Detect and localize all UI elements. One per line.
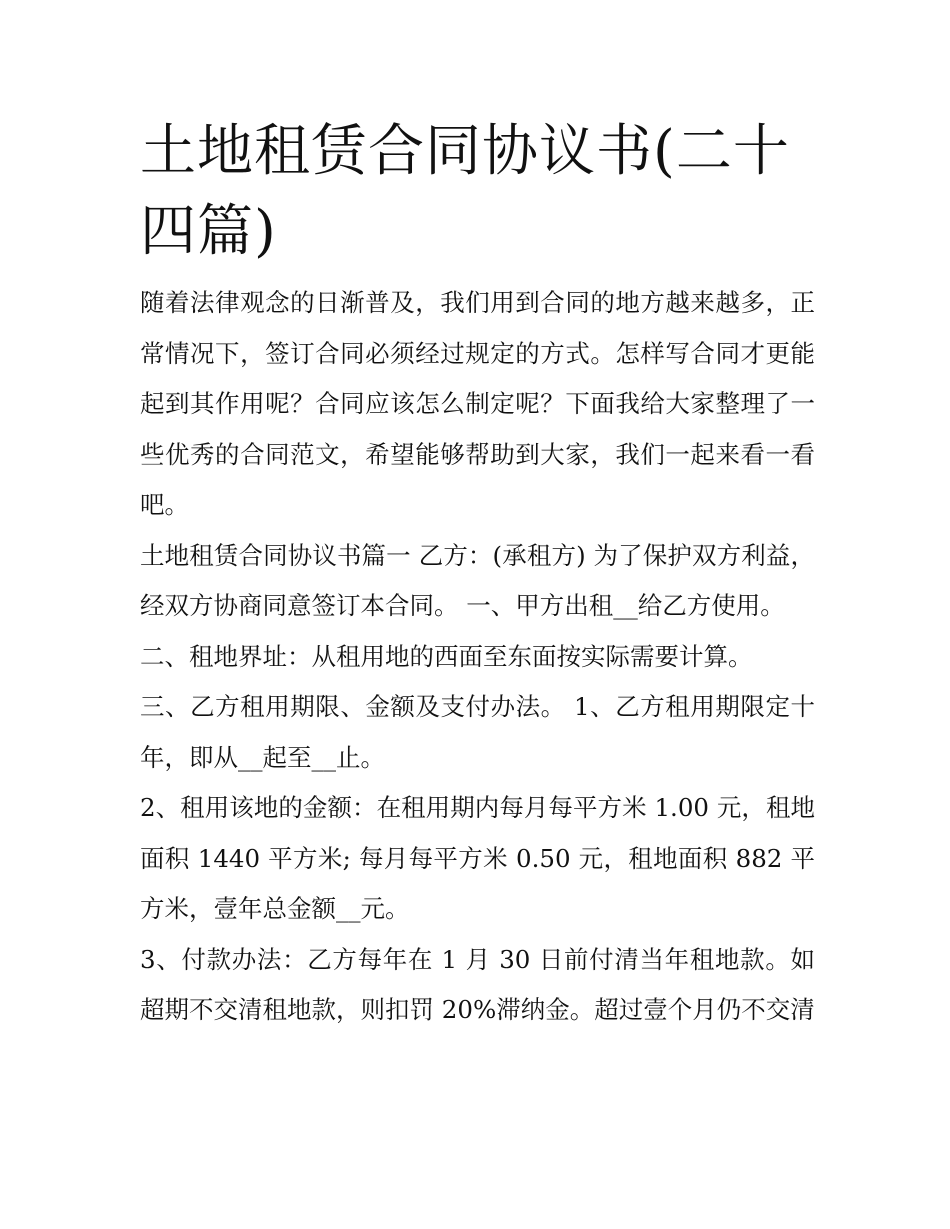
paragraph-contract-opening: 土地租赁合同协议书篇一 乙方：(承租方) 为了保护双方利益，经双方协商同意签订本合同。 一、甲方出租__给乙方使用。 — [140, 540, 815, 620]
document-body — [140, 278, 815, 1036]
paragraph-lease-term: 三、乙方租用期限、金额及支付办法。 1、乙方租用期限定十年，即从__起至__止。 — [140, 692, 815, 772]
document-title: 土地租赁合同协议书(二十四篇) — [140, 119, 790, 264]
paragraph-land-boundary: 二、租地界址：从租用地的西面至东面按实际需要计算。 — [140, 641, 753, 671]
paragraph-lease-amount: 2、租用该地的金额：在租用期内每月每平方米 1.00 元，租地面积 1440 平方米; 每月每平方米 0.50 元，租地面积 882 平方米，壹年总金额__元。 — [140, 793, 815, 923]
paragraph-intro: 随着法律观念的日渐普及，我们用到合同的地方越来越多，正常情况下，签订合同必须经过规定的方式。怎样写合同才更能起到其作用呢？合同应该怎么制定呢？下面我给大家整理了一些优秀的合同范文，希望能够帮助到大家，我们一起来看一看吧。 — [140, 288, 815, 519]
paragraph-payment-method: 3、付款办法：乙方每年在 1 月 30 日前付清当年租地款。如超期不交清租地款，则扣罚 20%滞纳金。超过壹个月仍不交清 — [140, 944, 815, 1024]
